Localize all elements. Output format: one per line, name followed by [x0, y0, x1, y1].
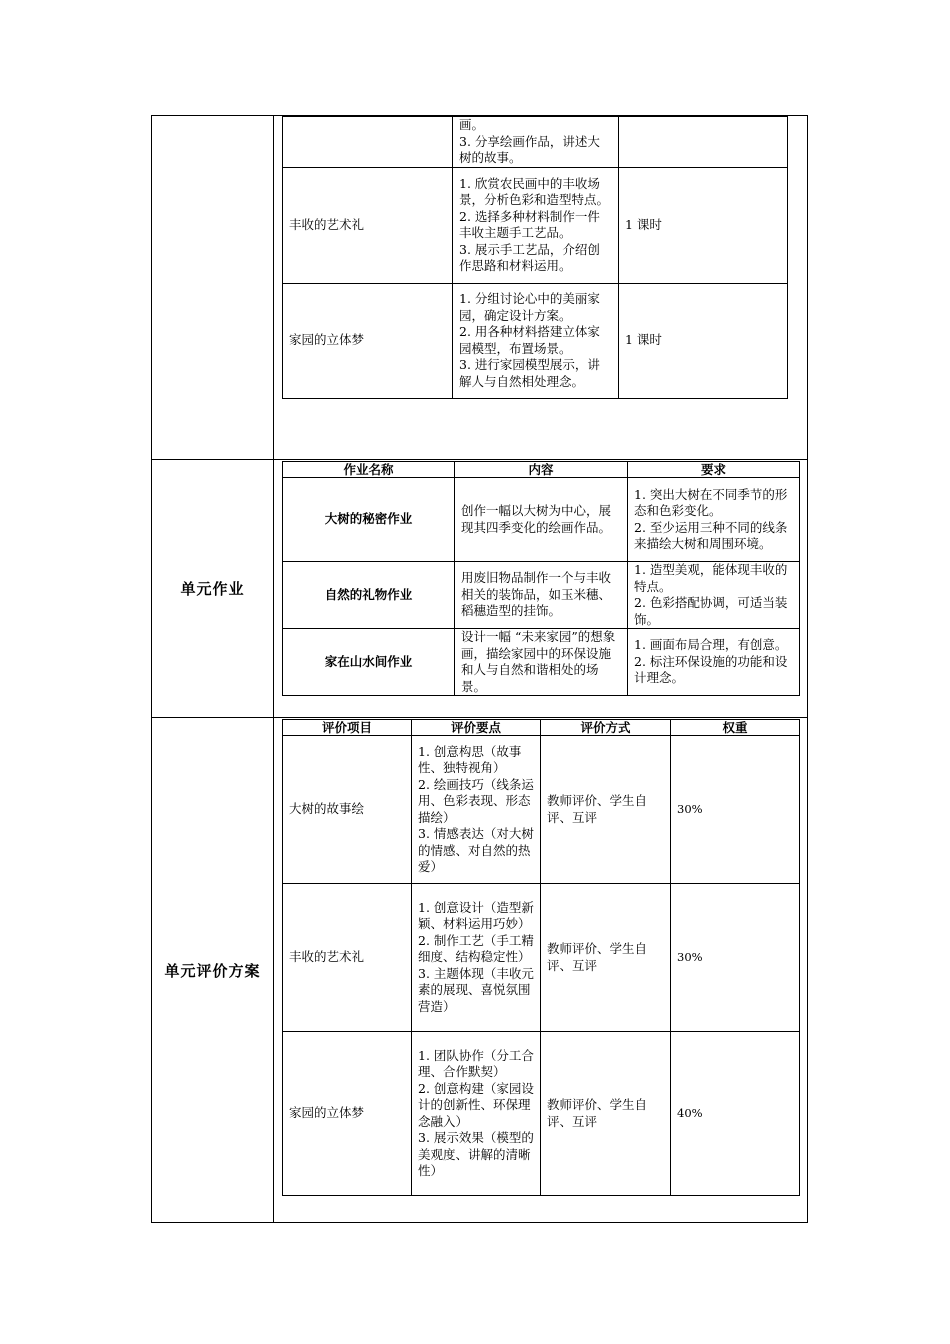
evaluation-point: 3. 展示效果（模型的美观度、讲解的清晰性）: [418, 1130, 534, 1178]
homework-name: 自然的礼物作业: [283, 562, 455, 629]
requirement-item: 1. 突出大树在不同季节的形态和色彩变化。: [634, 486, 788, 518]
homework-content: 用废旧物品制作一个与丰收相关的装饰品，如玉米穗、稻穗造型的挂饰。: [455, 562, 628, 629]
requirement-item: 2. 色彩搭配协调，可适当装饰。: [634, 595, 788, 627]
column-header: 作业名称: [283, 462, 455, 478]
evaluation-item: 家园的立体梦: [283, 1032, 412, 1196]
homework-requirements: [628, 562, 800, 629]
evaluation-points: [412, 736, 541, 884]
table-row: [283, 478, 800, 562]
lesson-steps: [453, 283, 619, 398]
homework-requirements: [628, 629, 800, 696]
evaluation-weight: 30%: [671, 736, 800, 884]
requirement-item: 1. 画面布局合理，有创意。: [634, 637, 788, 653]
evaluation-table: [282, 719, 800, 1196]
table-row: [283, 736, 800, 884]
evaluation-point: 1. 创意构思（故事性、独特视角）: [418, 743, 522, 775]
table-header-row: [283, 720, 800, 736]
lesson-step: 1. 分组讨论心中的美丽家园，确定设计方案。: [459, 291, 600, 323]
evaluation-weight: 40%: [671, 1032, 800, 1196]
column-header: 内容: [455, 462, 628, 478]
evaluation-point: 2. 制作工艺（手工精细度、结构稳定性）: [418, 932, 534, 965]
homework-section-label: 单元作业: [180, 580, 245, 598]
evaluation-method: 教师评价、学生自评、互评: [541, 736, 671, 884]
lesson-step: 3. 进行家园模型展示，讲解人与自然相处理念。: [459, 357, 600, 389]
requirement-item: 1. 造型美观，能体现丰收的特点。: [634, 562, 788, 594]
evaluation-points: [412, 1032, 541, 1196]
lesson-step: 2. 选择多种材料制作一件丰收主题手工艺品。: [459, 208, 600, 240]
homework-content: 设计一幅 “未来家园”的想象画，描绘家园中的环保设施和人与自然和谐相处的场景。: [455, 629, 628, 696]
homework-requirements: [628, 478, 800, 562]
evaluation-point: 2. 创意构建（家园设计的创新性、环保理念融入）: [418, 1080, 534, 1129]
homework-name: 家在山水间作业: [283, 629, 455, 696]
column-divider: [273, 115, 274, 1223]
table-row: [283, 167, 788, 283]
lesson-name: [283, 117, 453, 168]
lesson-table: [282, 116, 788, 399]
lesson-step: 2. 用各种材料搭建立体家园模型，布置场景。: [459, 324, 600, 356]
table-row: [283, 629, 800, 696]
lesson-hours: 1 课时: [619, 167, 788, 283]
column-header: 评价方式: [541, 720, 671, 736]
evaluation-method: 教师评价、学生自评、互评: [541, 884, 671, 1032]
lesson-step: 3. 分享绘画作品，讲述大树的故事。: [459, 133, 600, 165]
lesson-hours: [619, 117, 788, 168]
lesson-steps: [453, 117, 619, 168]
table-row: [283, 884, 800, 1032]
evaluation-item: 大树的故事绘: [283, 736, 412, 884]
lesson-hours: 1 课时: [619, 283, 788, 398]
lesson-step: 3. 展示手工艺品，介绍创作思路和材料运用。: [459, 241, 600, 273]
lesson-name: 家园的立体梦: [283, 283, 453, 398]
column-header: 权重: [671, 720, 800, 736]
lesson-step: 画。: [459, 117, 485, 132]
homework-table: [282, 461, 800, 696]
lesson-step: 1. 欣赏农民画中的丰收场景，分析色彩和造型特点。: [459, 175, 610, 207]
evaluation-section-label: 单元评价方案: [164, 961, 261, 980]
table-header-row: [283, 462, 800, 478]
table-row: [283, 562, 800, 629]
evaluation-weight: 30%: [671, 884, 800, 1032]
evaluation-point: 3. 情感表达（对大树的情感、对自然的热爱）: [418, 826, 534, 874]
lesson-steps: [453, 167, 619, 283]
homework-name: 大树的秘密作业: [283, 478, 455, 562]
evaluation-item: 丰收的艺术礼: [283, 884, 412, 1032]
evaluation-point: 1. 创意设计（造型新颖、材料运用巧妙）: [418, 899, 534, 932]
requirement-item: 2. 至少运用三种不同的线条来描绘大树和周围环境。: [634, 519, 788, 551]
column-header: 评价要点: [412, 720, 541, 736]
table-row: [283, 1032, 800, 1196]
requirement-item: 2. 标注环保设施的功能和设计理念。: [634, 653, 788, 686]
evaluation-method: 教师评价、学生自评、互评: [541, 1032, 671, 1196]
evaluation-point: 3. 主题体现（丰收元素的展现、喜悦氛围营造）: [418, 965, 534, 1014]
table-row: [283, 117, 788, 168]
column-header: 要求: [628, 462, 800, 478]
evaluation-point: 1. 团队协作（分工合理、合作默契）: [418, 1047, 534, 1079]
evaluation-point: 2. 绘画技巧（线条运用、色彩表现、形态描绘）: [418, 776, 534, 825]
table-row: [283, 283, 788, 398]
evaluation-points: [412, 884, 541, 1032]
column-header: 评价项目: [283, 720, 412, 736]
lesson-name: 丰收的艺术礼: [283, 167, 453, 283]
homework-content: 创作一幅以大树为中心，展现其四季变化的绘画作品。: [455, 478, 628, 562]
